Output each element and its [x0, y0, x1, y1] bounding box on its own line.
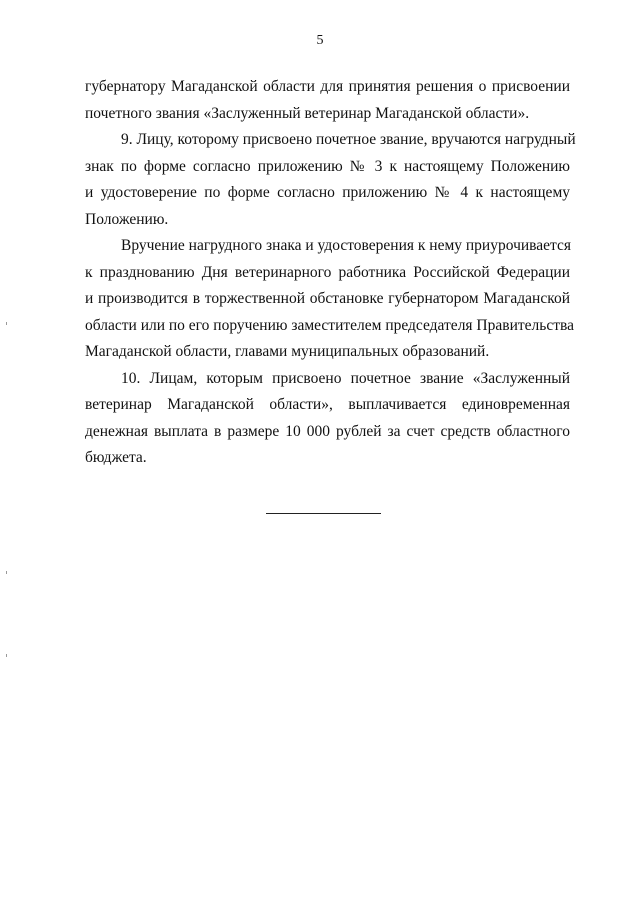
scan-mark — [6, 654, 7, 657]
text-line: бюджета. — [85, 449, 147, 466]
text-line: к празднованию Дня ветеринарного работника Российской Федерации — [85, 263, 570, 281]
text-line: и производится в торжественной обстановке губернатором Магаданской — [85, 290, 570, 307]
paragraph-submission — [85, 74, 570, 127]
scan-mark — [6, 571, 7, 574]
text-line: Вручение нагрудного знака и удостоверения к нему приурочивается — [121, 237, 572, 254]
text-line: денежная выплата в размере 10 000 рублей за счет средств областного — [85, 422, 570, 440]
text-line: Магаданской области, главами муниципальных образований. — [85, 343, 490, 360]
text-line: Положению. — [85, 210, 169, 228]
text-line: и удостоверение по форме согласно приложению № 4 к настоящему — [85, 184, 570, 201]
text-line: почетного звания «Заслуженный ветеринар Магаданской области». — [85, 104, 530, 122]
text-line: знак по форме согласно приложению № 3 к настоящему Положению — [85, 157, 570, 175]
text-line: области или по его поручению заместителем председателя Правительства — [85, 316, 574, 334]
text-line: 9. Лицу, которому присвоено почетное звание, вручаются нагрудный — [121, 131, 576, 148]
text-line: ветеринар Магаданской области», выплачивается единовременная — [85, 396, 570, 413]
document-body — [85, 74, 576, 472]
paragraph-item-10 — [85, 366, 570, 472]
text-line: 10. Лицам, которым присвоено почетное звание «Заслуженный — [121, 369, 570, 387]
page-number: 5 — [316, 33, 324, 48]
scan-mark — [6, 322, 7, 325]
paragraph-award-ceremony — [85, 233, 574, 366]
end-of-text-rule — [266, 513, 381, 514]
paragraph-item-9 — [85, 127, 576, 233]
text-line: губернатору Магаданской области для принятия решения о присвоении — [85, 78, 570, 95]
